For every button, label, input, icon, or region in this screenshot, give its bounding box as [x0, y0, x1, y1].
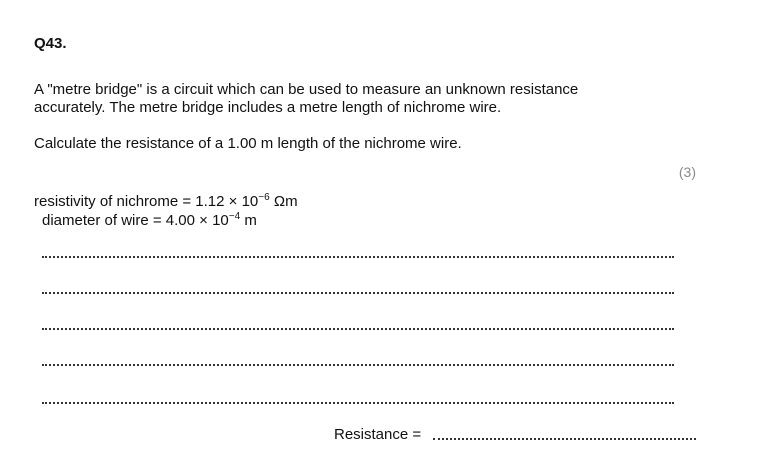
working-line[interactable]	[42, 328, 674, 330]
question-number: Q43.	[34, 35, 67, 52]
diameter-exponent: −4	[228, 211, 241, 222]
resistivity-unit: Ωm	[269, 193, 298, 210]
diameter-unit: m	[240, 212, 257, 229]
answer-label: Resistance =	[334, 426, 422, 443]
question-intro	[34, 81, 578, 117]
diameter-text: diameter of wire = 4.00 × 10	[42, 212, 229, 229]
intro-line-1: A "metre bridge" is a circuit which can be used to measure an unknown resistance	[34, 81, 579, 98]
working-line[interactable]	[42, 402, 674, 404]
resistivity-exponent: −6	[258, 192, 270, 203]
question-task: Calculate the resistance of a 1.00 m length of the nichrome wire.	[34, 135, 462, 152]
working-line[interactable]	[42, 256, 674, 258]
answer-field[interactable]	[433, 438, 696, 440]
marks-indicator: (3)	[678, 164, 696, 180]
working-line[interactable]	[42, 364, 674, 366]
diameter-data	[42, 208, 257, 230]
resistivity-text: resistivity of nichrome = 1.12 × 10	[34, 193, 259, 210]
working-line[interactable]	[42, 292, 674, 294]
intro-line-2: accurately. The metre bridge includes a metre length of nichrome wire.	[34, 99, 502, 116]
